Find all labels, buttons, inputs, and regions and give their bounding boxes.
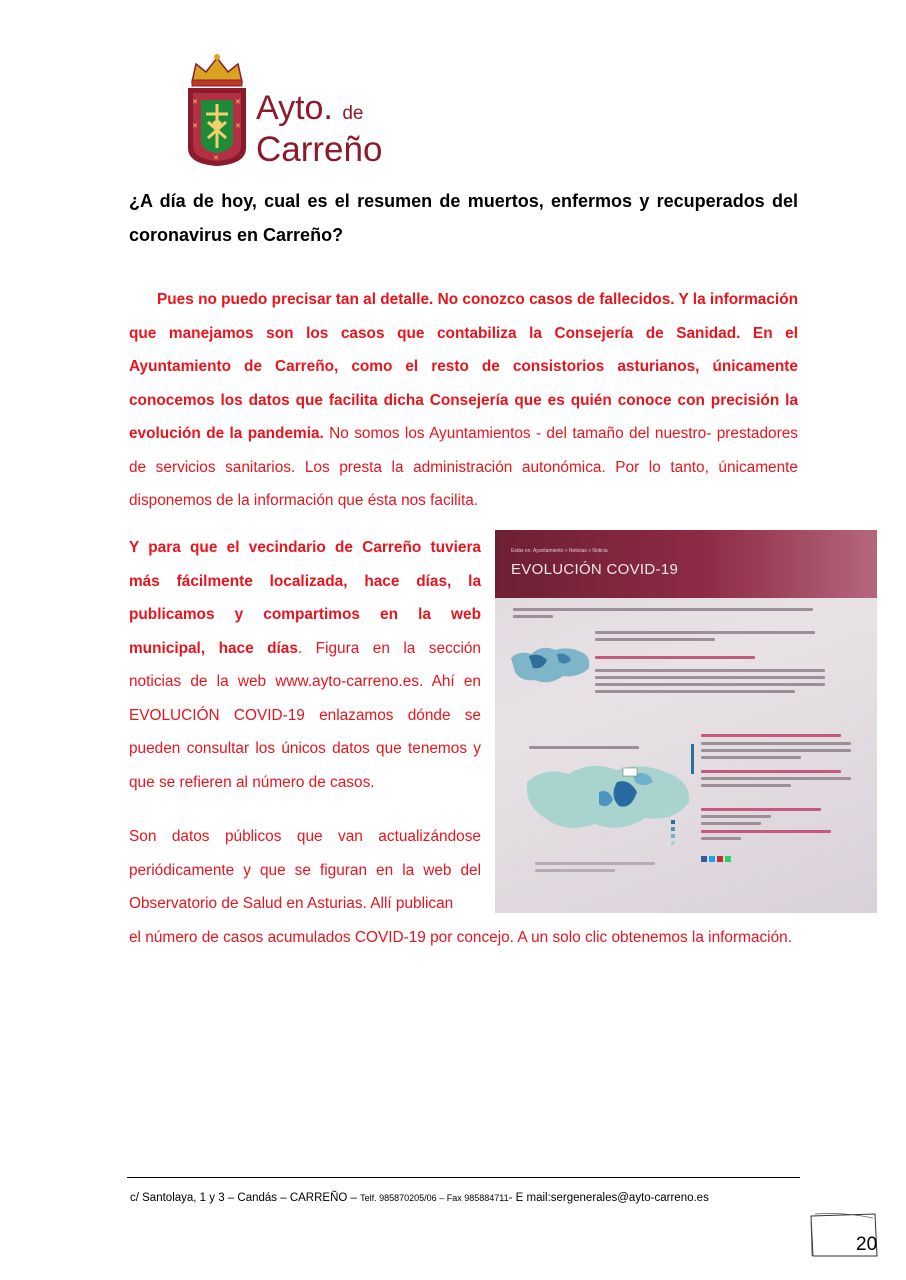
- photo-text-line: [595, 631, 815, 634]
- answer-paragraph-2-bold: Y para que el vecindario de Carreño tuviera más fácilmente localizada, hace días, la publicamos y compartimos en la web municipal, hace días: [129, 539, 481, 657]
- photo-link-line: [701, 770, 841, 773]
- answer-paragraph-3-continued: el número de casos acumulados COVID-19 por concejo. A un solo clic obtenemos la información.: [129, 929, 792, 946]
- photo-text-line: [701, 742, 851, 745]
- photo-text-line: [513, 615, 553, 618]
- photo-text-line: [701, 749, 851, 752]
- footer-email: - E mail:sergenerales@ayto-carreno.es: [508, 1192, 709, 1204]
- share-icon: [725, 856, 731, 862]
- svg-text:✕: ✕: [235, 122, 241, 130]
- photo-text-line: [529, 746, 639, 749]
- photo-text-line: [701, 822, 761, 825]
- photo-text-line: [535, 862, 655, 865]
- share-icon: [709, 856, 715, 862]
- photo-text-line: [595, 683, 825, 686]
- svg-text:✕: ✕: [213, 154, 219, 162]
- share-icon: [701, 856, 707, 862]
- website-screenshot-photo: [495, 530, 877, 913]
- legend-swatch: [671, 827, 675, 831]
- footer-contact: [130, 1192, 709, 1204]
- photo-text-line: [595, 669, 825, 672]
- photo-text-line: [595, 690, 795, 693]
- legend-swatch: [671, 841, 675, 845]
- legend-swatch: [671, 820, 675, 824]
- photo-map-large: [525, 752, 695, 852]
- svg-text:✕: ✕: [235, 98, 241, 106]
- page-number: 20: [856, 1234, 878, 1255]
- photo-text-line: [535, 869, 615, 872]
- photo-page-header: [495, 530, 877, 598]
- svg-text:✕: ✕: [192, 122, 198, 130]
- footer-address: c/ Santolaya, 1 y 3 – Candás – CARREÑO –: [130, 1192, 361, 1204]
- interview-question: ¿A día de hoy, cual es el resumen de muertos, enfermos y recuperados del coronavirus en Carreño?: [129, 191, 798, 245]
- answer-paragraph-3: Son datos públicos que van actualizándose periódicamente y que se figuran en la web del Observatorio de Salud en Asturias. Allí publican: [129, 828, 481, 912]
- photo-link-line: [701, 830, 831, 833]
- answer-paragraph-1-normal: No somos los Ayuntamientos - del tamaño del nuestro- prestadores de servicios sanitarios. Los presta la administración autonómica. Por lo tanto, únicamente disponemos de la información que ésta nos facilita.: [129, 425, 798, 509]
- answer-paragraph-1-bold: Pues no puedo precisar tan al detalle. No conozco casos de fallecidos. Y la información que manejamos son los casos que contabiliza la Consejería de Sanidad. En el Ayuntamiento de Carreño, como el resto de consistorios asturianos, únicamente conocemos los datos que facilita dicha Consejería que es quién conoce con precisión la evolución de la pandemia.: [129, 291, 798, 442]
- photo-text-line: [701, 756, 801, 759]
- logo-carreno: Carreño: [256, 130, 383, 169]
- photo-text-line: [701, 815, 771, 818]
- answer-paragraph-2: [129, 531, 481, 799]
- logo-wordmark: [256, 90, 382, 168]
- footer-divider: [127, 1177, 800, 1178]
- answer-paragraph-2-normal: . Figura en la sección noticias de la web www.ayto-carreno.es. Ahí en EVOLUCIÓN COVID-19 enlazamos dónde se pueden consultar los únicos datos que tenemos y que se refieren al número de casos.: [129, 639, 481, 791]
- photo-page-title: EVOLUCIÓN COVID-19: [511, 561, 679, 578]
- answer-paragraph-1: [129, 283, 798, 518]
- photo-text-line: [701, 837, 741, 840]
- photo-text-line: [595, 638, 715, 641]
- municipality-logo: [184, 52, 404, 172]
- logo-de: de: [342, 103, 364, 124]
- logo-ayto: Ayto.: [256, 89, 333, 127]
- footer-phones: Telf. 985870205/06 – Fax 985884711: [360, 1193, 509, 1203]
- photo-text-line: [701, 784, 791, 787]
- photo-link-line: [701, 734, 841, 737]
- photo-breadcrumb: Estás en: Ayuntamiento » Noticias » Noticia: [511, 548, 608, 554]
- photo-text-line: [513, 608, 813, 611]
- photo-map-small: [509, 638, 593, 696]
- photo-link-line: [701, 808, 821, 811]
- svg-text:✕: ✕: [192, 98, 198, 106]
- photo-link-line: [595, 656, 755, 659]
- share-icon: [717, 856, 723, 862]
- photo-text-line: [595, 676, 825, 679]
- photo-text-line: [701, 777, 851, 780]
- coat-of-arms-icon: [184, 52, 250, 168]
- legend-swatch: [671, 834, 675, 838]
